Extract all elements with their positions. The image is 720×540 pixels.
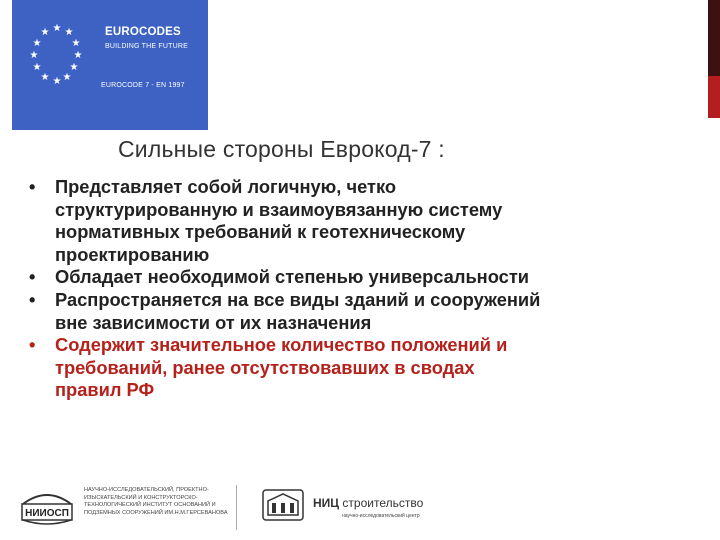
bullet-dot: • bbox=[29, 288, 36, 310]
svg-text:★: ★ bbox=[62, 72, 72, 83]
slide-title: Сильные стороны Еврокод-7 : bbox=[118, 136, 445, 162]
svg-text:★: ★ bbox=[40, 72, 50, 83]
bullet-item bbox=[22, 266, 712, 289]
eurocodes-banner bbox=[12, 0, 208, 130]
bullet-line: Содержит значительное количество положений и bbox=[55, 334, 508, 356]
svg-text:★: ★ bbox=[29, 50, 39, 61]
svg-text:★: ★ bbox=[71, 38, 81, 49]
svg-text:★: ★ bbox=[52, 23, 62, 34]
bullet-line: Распространяется на все виды зданий и сооружений bbox=[55, 288, 541, 310]
bullet-line: нормативных требований к геотехническому bbox=[55, 221, 466, 243]
banner-title: EUROCODES bbox=[105, 26, 181, 38]
bullet-line: Представляет собой логичную, четко bbox=[55, 176, 397, 197]
svg-text:★: ★ bbox=[73, 50, 83, 61]
svg-text:★: ★ bbox=[32, 62, 42, 73]
footer-divider bbox=[236, 485, 237, 530]
svg-text:★: ★ bbox=[52, 76, 62, 87]
building-icon bbox=[262, 489, 304, 521]
nic-logo-text bbox=[313, 496, 423, 510]
bullet-dot: • bbox=[29, 334, 36, 356]
banner-code: EUROCODE 7 - EN 1997 bbox=[101, 82, 185, 89]
svg-text:★: ★ bbox=[32, 38, 42, 49]
accent-bar bbox=[708, 0, 720, 118]
svg-text:★: ★ bbox=[40, 27, 50, 38]
bullet-dot: • bbox=[29, 176, 36, 197]
bullet-list bbox=[22, 176, 712, 402]
bullet-line: вне зависимости от их назначения bbox=[55, 311, 372, 333]
niiosp-logo-text: НИИОСП bbox=[25, 508, 69, 519]
svg-text:★: ★ bbox=[69, 62, 79, 73]
banner-subtitle: BUILDING THE FUTURE bbox=[105, 43, 189, 50]
eu-stars-icon bbox=[12, 0, 102, 120]
bullet-item-highlight bbox=[22, 334, 712, 402]
niiosp-logo bbox=[20, 484, 74, 528]
bullet-line: правил РФ bbox=[55, 379, 155, 401]
bullet-line: требований, ранее отсутствовавших в сводах bbox=[55, 356, 475, 378]
bullet-line: Обладает необходимой степенью универсальности bbox=[55, 266, 530, 288]
svg-text:★: ★ bbox=[64, 27, 74, 38]
nic-name: строительство bbox=[342, 496, 424, 510]
nic-caption: научно-исследовательский центр bbox=[342, 513, 420, 519]
bullet-item bbox=[22, 176, 712, 266]
bullet-item bbox=[22, 289, 712, 334]
bullet-line: проектированию bbox=[55, 243, 210, 265]
bullet-dot: • bbox=[29, 266, 36, 288]
bullet-line: структурированную и взаимоувязанную систему bbox=[55, 198, 503, 220]
niiosp-caption: НАУЧНО-ИССЛЕДОВАТЕЛЬСКИЙ, ПРОЕКТНО-ИЗЫСКАТЕЛЬСКИЙ И КОНСТРУКТОРСКО-ТЕХНОЛОГИЧЕСКИЙ ИНСТИТУТ ОСНОВАНИЙ И ПОДЗЕМНЫХ СООРУЖЕНИЙ ИМ.Н.М.ГЕРСЕВАНОВА bbox=[84, 487, 228, 516]
nic-prefix: НИЦ bbox=[313, 496, 340, 510]
